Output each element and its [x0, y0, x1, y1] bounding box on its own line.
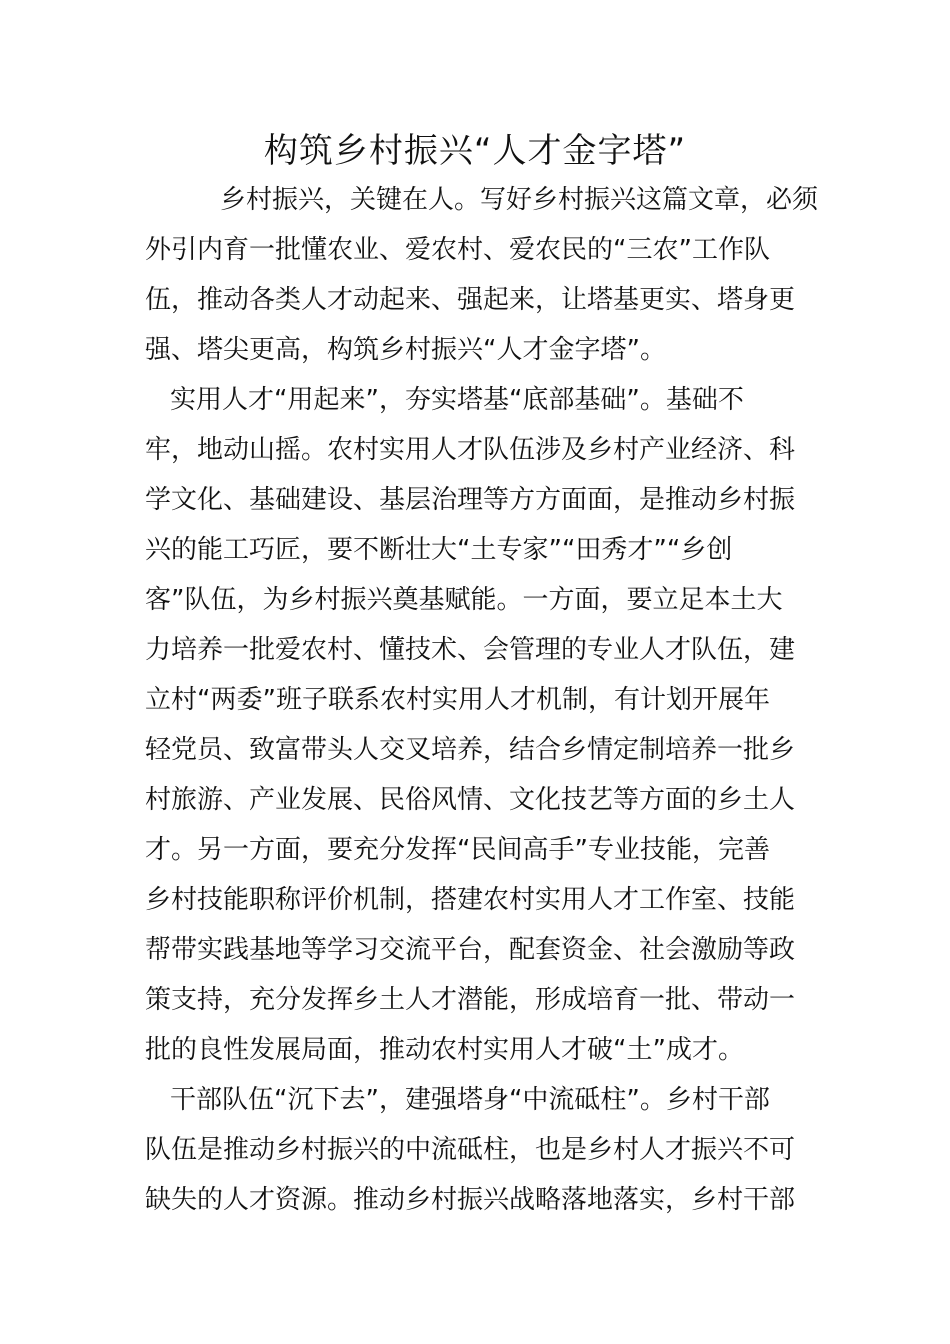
paragraph-line: 兴的能工巧匠，要不断壮大“土专家”“田秀才”“乡创 [145, 535, 733, 565]
paragraph-line: 乡村技能职称评价机制，搭建农村实用人才工作室、技能 [145, 885, 796, 915]
paragraph-line: 伍，推动各类人才动起来、强起来，让塔基更实、塔身更 [145, 285, 796, 315]
paragraph-line: 轻党员、致富带头人交叉培养，结合乡情定制培养一批乡 [145, 735, 796, 765]
document-title: 构筑乡村振兴“人才金字塔” [263, 131, 687, 171]
paragraph-line: 才。另一方面，要充分发挥“民间高手”专业技能，完善 [145, 835, 770, 865]
paragraph-line: 干部队伍“沉下去”，建强塔身“中流砥柱”。乡村干部 [170, 1085, 770, 1115]
paragraph-line: 立村“两委”班子联系农村实用人才机制，有计划开展年 [145, 685, 770, 715]
paragraph-line: 乡村振兴，关键在人。写好乡村振兴这篇文章，必须 [220, 185, 819, 215]
paragraph-line: 强、塔尖更高，构筑乡村振兴“人才金字塔”。 [145, 335, 666, 365]
paragraph-line: 批的良性发展局面，推动农村实用人才破“土”成才。 [145, 1035, 744, 1065]
paragraph-line: 牢，地动山摇。农村实用人才队伍涉及乡村产业经济、科 [145, 435, 796, 465]
paragraph-line: 帮带实践基地等学习交流平台，配套资金、社会激励等政 [145, 935, 796, 965]
paragraph-line: 村旅游、产业发展、民俗风情、文化技艺等方面的乡土人 [145, 785, 796, 815]
paragraph-line: 客”队伍，为乡村振兴奠基赋能。一方面，要立足本土大 [145, 585, 783, 615]
paragraph-line: 队伍是推动乡村振兴的中流砥柱，也是乡村人才振兴不可 [145, 1135, 796, 1165]
paragraph-line: 策支持，充分发挥乡土人才潜能，形成培育一批、带动一 [145, 985, 796, 1015]
paragraph-line: 力培养一批爱农村、懂技术、会管理的专业人才队伍，建 [145, 635, 796, 665]
paragraph-line: 缺失的人才资源。推动乡村振兴战略落地落实，乡村干部 [145, 1185, 796, 1215]
paragraph-line: 外引内育一批懂农业、爱农村、爱农民的“三农”工作队 [145, 235, 770, 265]
paragraph-line: 实用人才“用起来”，夯实塔基“底部基础”。基础不 [170, 385, 744, 415]
paragraph-line: 学文化、基础建设、基层治理等方方面面，是推动乡村振 [145, 485, 796, 515]
